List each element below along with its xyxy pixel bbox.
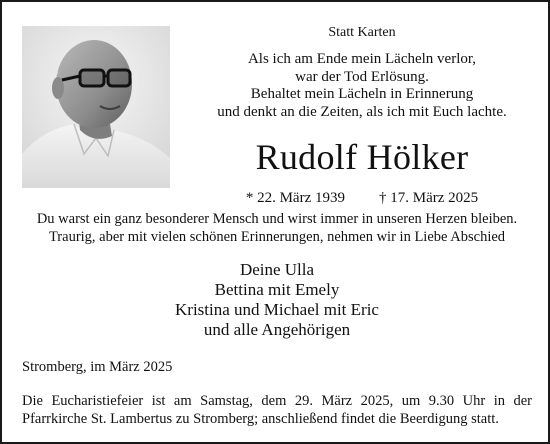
mourners-list (2, 260, 550, 340)
funeral-service-info (22, 392, 532, 428)
mourner-line: und alle Angehörigen (203, 320, 351, 339)
tribute-text (2, 210, 550, 246)
deceased-name: Rudolf Hölker (255, 137, 469, 177)
mourner-line: Bettina mit Emely (214, 280, 340, 299)
header-block (182, 24, 542, 207)
poem-line: Behaltet mein Lächeln in Erinnerung (250, 86, 474, 102)
tribute-line: Du warst ein ganz besonderer Mensch und wirst immer in unseren Herzen bleiben. (36, 211, 518, 227)
death-date: † 17. März 2025 (379, 190, 479, 206)
mourner-line: Kristina und Michael mit Eric (175, 300, 379, 319)
poem-line: war der Tod Erlösung. (295, 68, 429, 85)
memorial-poem (182, 51, 542, 121)
service-line: Pfarrkirche St. Lambertus zu Stromberg; anschließend findet die Beerdigung statt. (22, 411, 499, 427)
poem-line: Als ich am Ende mein Lächeln verlor, (247, 51, 477, 67)
life-dates (182, 189, 542, 207)
mourner-line: Deine Ulla (239, 260, 315, 279)
place-date: Stromberg, im März 2025 (22, 359, 173, 375)
portrait-photo (22, 26, 170, 188)
statt-karten-label: Statt Karten (328, 25, 396, 40)
poem-line: und denkt an die Zeiten, als ich mit Euch lachte. (217, 103, 507, 120)
portrait-image (22, 26, 170, 188)
service-line: Die Eucharistiefeier ist am Samstag, dem 29. März 2025, um 9.30 Uhr in der (22, 393, 532, 409)
birth-date: * 22. März 1939 (245, 190, 345, 206)
tribute-line: Traurig, aber mit vielen schönen Erinnerungen, nehmen wir in Liebe Abschied (48, 229, 506, 245)
